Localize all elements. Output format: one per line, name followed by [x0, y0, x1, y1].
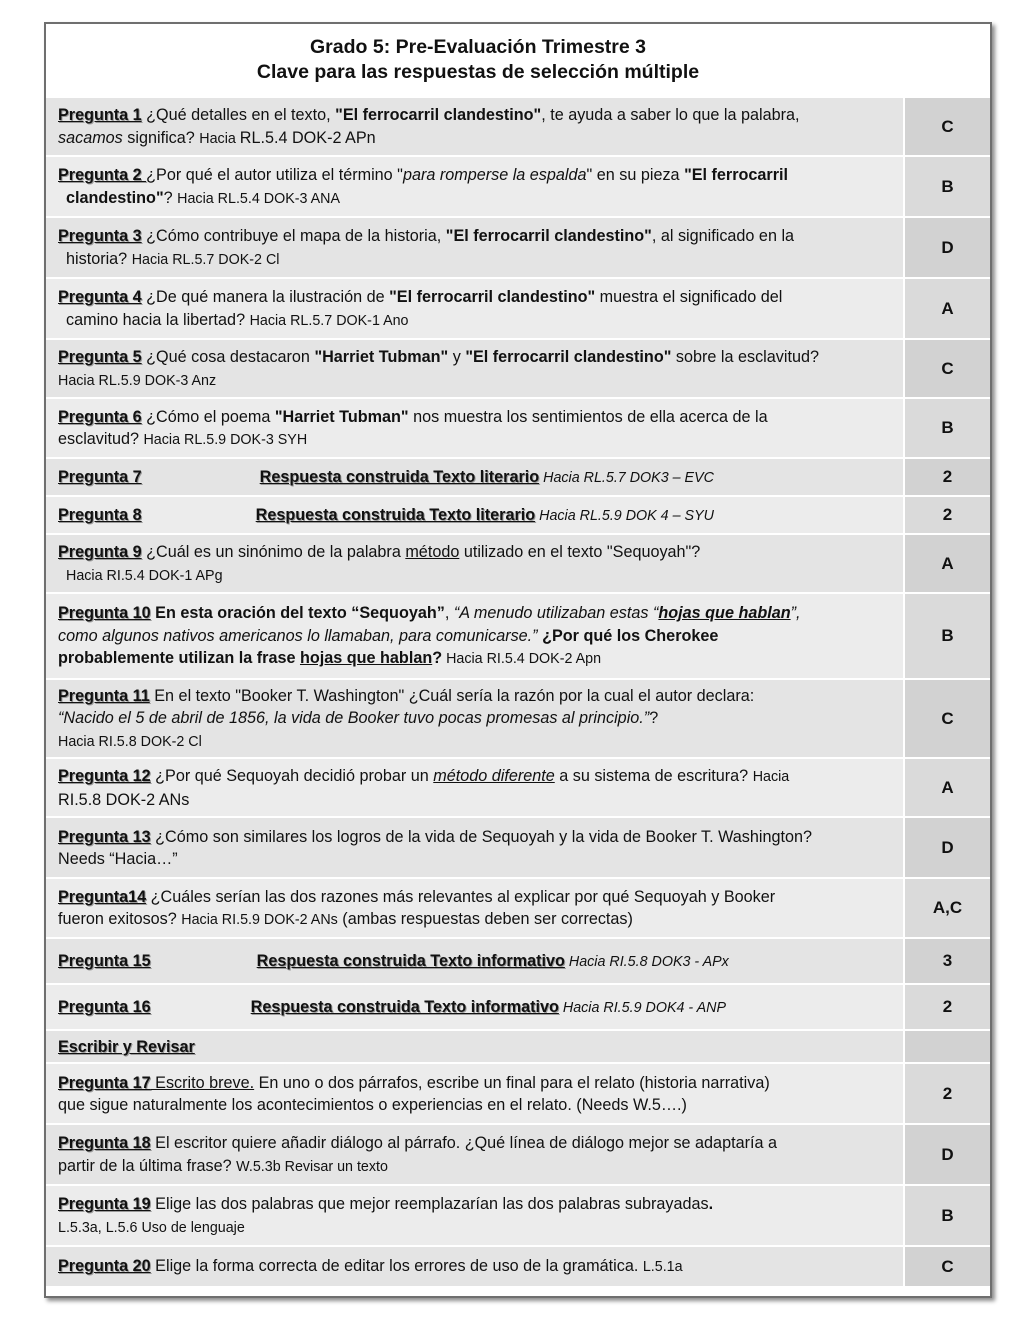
answer-cell: B: [904, 593, 990, 679]
standard-ref: Hacia RL.5.9 DOK 4 – SYU: [535, 507, 714, 524]
constructed-response-label: Respuesta construida Texto literario: [255, 505, 536, 524]
question-text: Needs “Hacia…”: [58, 850, 178, 868]
answer-cell: D: [904, 1124, 990, 1185]
question-text: ¿De qué manera la ilustración de: [141, 288, 390, 306]
question-text: ,: [444, 604, 454, 623]
table-row: [46, 758, 990, 817]
question-text: como algunos nativos americanos lo llamaban, para comunicarse.”: [58, 626, 538, 645]
answer-cell: 2: [904, 496, 990, 534]
answer-cell: [904, 1030, 990, 1063]
question-label: Pregunta 9: [58, 543, 142, 561]
question-label: Pregunta 16: [58, 997, 151, 1016]
section-label: Escribir y Revisar: [58, 1037, 195, 1056]
question-title: "El ferrocarril clandestino": [465, 348, 672, 366]
question-cell: [46, 1185, 904, 1246]
question-text: utilizado en el texto "Sequoyah"?: [459, 543, 701, 561]
standard-ref: Hacia RL.5.9 DOK-3 Anz: [58, 372, 217, 389]
question-cell: [46, 679, 904, 758]
page-title: [46, 24, 990, 96]
answer-cell: 2: [904, 1063, 990, 1124]
question-text: ?: [649, 709, 659, 728]
standard-ref: Hacia RI.5.8 DOK-2 Cl: [58, 733, 202, 750]
question-text: fueron exitosos?: [58, 910, 182, 928]
question-cell: [46, 1124, 904, 1185]
table-row: [46, 156, 990, 217]
answer-cell: A: [904, 278, 990, 339]
standard-ref: Hacia RI.5.9 DOK-2 ANs: [181, 912, 338, 928]
question-text: sobre la esclavitud?: [671, 348, 819, 366]
question-label: Pregunta 6: [58, 407, 142, 426]
answer-key-sheet: [44, 22, 992, 1298]
standard-ref: L.5.3a, L.5.6 Uso de lenguaje: [58, 1219, 245, 1236]
standard-ref: L.5.1a: [642, 1259, 683, 1276]
question-text: método diferente: [433, 767, 555, 785]
question-text: sacamos: [58, 128, 123, 147]
question-text: “A menudo utilizaban estas “: [453, 604, 659, 623]
table-row: [46, 984, 990, 1030]
answer-cell: D: [904, 217, 990, 278]
answer-cell: B: [904, 398, 990, 458]
question-label: Pregunta 15: [58, 951, 151, 970]
title-line-2: Clave para las respuestas de selección múltiple: [256, 61, 700, 83]
standard-ref: Hacia RL.5.7 DOK3 – EVC: [539, 469, 714, 486]
table-row: [46, 97, 990, 156]
answer-table: [46, 96, 990, 1286]
question-cell: [46, 217, 904, 278]
question-label: Pregunta 8: [58, 505, 142, 524]
standard-ref: Hacia RL.5.4 DOK-3 ANA: [177, 190, 341, 207]
question-text: para romperse la espalda: [402, 166, 587, 184]
standard-ref: Hacia: [199, 130, 240, 147]
question-text: ¿Por qué el autor utiliza el término ": [146, 166, 403, 184]
answer-cell: D: [904, 817, 990, 878]
standard-ref: Hacia RI.5.4 DOK-2 Apn: [442, 651, 602, 668]
question-cell: [46, 278, 904, 339]
answer-cell: 3: [904, 938, 990, 984]
question-text: .: [708, 1195, 714, 1213]
standard-ref: Hacia RL.5.9 DOK-3 SYH: [143, 432, 308, 448]
question-cell: [46, 97, 904, 156]
question-text: , al significado en la: [651, 227, 795, 245]
question-label: Pregunta 20: [58, 1257, 151, 1276]
question-text: ¿Cuáles serían las dos razones más relevantes al explicar por qué Sequoyah y Booker: [146, 887, 776, 906]
question-title: "Harriet Tubman": [314, 348, 449, 366]
question-cell: [46, 817, 904, 878]
question-label: Pregunta 19: [58, 1195, 151, 1213]
answer-cell: B: [904, 156, 990, 217]
question-text: y: [448, 348, 466, 366]
question-text: a su sistema de escritura?: [554, 767, 753, 785]
question-text: El escritor quiere añadir diálogo al párrafo. ¿Qué línea de diálogo mejor se adaptaría a: [150, 1134, 777, 1152]
question-cell: [46, 398, 904, 458]
question-label: Pregunta 17: [58, 1073, 151, 1092]
standard-ref: Hacia: [752, 769, 790, 785]
answer-cell: C: [904, 679, 990, 758]
question-label: Pregunta 10: [58, 604, 151, 623]
table-row: [46, 938, 990, 984]
standard-ref: Hacia RI.5.9 DOK4 - ANP: [558, 999, 727, 1016]
question-text: ?: [163, 188, 178, 207]
question-text: que sigue naturalmente los acontecimientos o experiencias en el relato. (Needs W.5….): [58, 1096, 687, 1114]
question-label: Pregunta14: [58, 887, 147, 906]
standard-ref: Hacia RI.5.8 DOK3 - APx: [564, 953, 729, 970]
standard-ref: Hacia RI.5.4 DOK-1 APg: [66, 567, 223, 584]
question-text: Escrito breve.: [150, 1073, 255, 1092]
answer-cell: C: [904, 97, 990, 156]
question-text: , te ayuda a saber lo que la palabra,: [541, 106, 800, 124]
question-cell: [46, 938, 904, 984]
table-row: [46, 217, 990, 278]
question-cell: [46, 156, 904, 217]
question-title: "El ferrocarril clandestino": [389, 288, 596, 306]
question-title: "Harriet Tubman": [274, 407, 409, 426]
table-row: [46, 1124, 990, 1185]
section-row: [46, 1030, 990, 1063]
table-row: [46, 398, 990, 458]
constructed-response-label: Respuesta construida Texto literario: [259, 467, 540, 486]
answer-cell: A,C: [904, 878, 990, 938]
table-row: [46, 878, 990, 938]
table-row: [46, 278, 990, 339]
question-cell: [46, 496, 904, 534]
question-title: "El ferrocarril clandestino": [335, 106, 542, 124]
question-text: ¿Cómo son similares los logros de la vida de Sequoyah y la vida de Booker T. Washington?: [150, 827, 813, 846]
section-cell: [46, 1030, 904, 1063]
answer-cell: C: [904, 1246, 990, 1286]
question-label: Pregunta 5: [58, 348, 142, 366]
table-row: [46, 458, 990, 496]
question-text: nos muestra los sentimientos de ella acerca de la: [408, 407, 768, 426]
question-cell: [46, 458, 904, 496]
question-text: esclavitud?: [58, 430, 144, 448]
table-row: [46, 496, 990, 534]
question-label: Pregunta 18: [58, 1134, 151, 1152]
question-text: ”,: [790, 604, 801, 623]
table-row: [46, 1063, 990, 1124]
question-label: Pregunta 4: [58, 288, 142, 306]
standard-ref: Hacia RL.5.7 DOK-1 Ano: [249, 312, 409, 329]
question-text: “Nacido el 5 de abril de 1856, la vida de Booker tuvo pocas promesas al principio.”: [58, 709, 650, 728]
question-text: " en su pieza: [586, 166, 685, 184]
question-cell: [46, 593, 904, 679]
question-text: hojas que hablan: [658, 604, 791, 623]
question-text: ?: [432, 649, 443, 668]
standard-ref: RL.5.4 DOK-2 APn: [239, 128, 376, 147]
question-text: partir de la última frase?: [58, 1156, 237, 1175]
table-row: [46, 679, 990, 758]
question-text: significa?: [122, 128, 200, 147]
table-row: [46, 817, 990, 878]
table-row: [46, 534, 990, 593]
question-title: "El ferrocarril clandestino": [445, 227, 652, 245]
question-cell: [46, 758, 904, 817]
question-text: historia?: [66, 249, 132, 268]
question-text: Elige las dos palabras que mejor reemplazarían las dos palabras subrayadas: [150, 1195, 709, 1213]
answer-cell: B: [904, 1185, 990, 1246]
question-text: hojas que hablan: [299, 649, 433, 668]
question-text: Elige la forma correcta de editar los errores de uso de la gramática.: [150, 1257, 643, 1276]
question-text: método: [405, 543, 460, 561]
question-text: muestra el significado del: [595, 288, 783, 306]
question-text: ¿Por qué los Cherokee: [537, 626, 719, 645]
question-text: ¿Por qué Sequoyah decidió probar un: [150, 767, 434, 785]
question-text: ¿Cómo el poema: [141, 407, 275, 426]
answer-cell: 2: [904, 984, 990, 1030]
question-title: "El ferrocarril: [684, 166, 789, 184]
table-row: [46, 1185, 990, 1246]
question-text: ¿Qué cosa destacaron: [141, 348, 315, 366]
question-cell: [46, 878, 904, 938]
constructed-response-label: Respuesta construida Texto informativo: [256, 951, 565, 970]
question-label: Pregunta 7: [58, 467, 142, 486]
question-label: Pregunta 1: [58, 106, 142, 124]
question-label: Pregunta 2: [58, 166, 147, 184]
table-row: [46, 339, 990, 398]
answer-cell: C: [904, 339, 990, 398]
table-row: [46, 593, 990, 679]
title-line-1: Grado 5: Pre-Evaluación Trimestre 3: [310, 36, 646, 58]
question-label: Pregunta 13: [58, 827, 151, 846]
question-text: En el texto "Booker T. Washington" ¿Cuál sería la razón por la cual el autor declara:: [149, 686, 755, 705]
question-cell: [46, 984, 904, 1030]
constructed-response-label: Respuesta construida Texto informativo: [250, 997, 559, 1016]
standard-ref: RI.5.8 DOK-2 ANs: [58, 790, 190, 809]
question-label: Pregunta 12: [58, 767, 151, 785]
question-text: En uno o dos párrafos, escribe un final para el relato (historia narrativa): [254, 1073, 770, 1092]
question-cell: [46, 534, 904, 593]
question-text: En esta oración del texto “Sequoyah”: [150, 604, 445, 623]
standard-ref: W.5.3b Revisar un texto: [236, 1158, 388, 1175]
question-text: camino hacia la libertad?: [66, 310, 250, 329]
question-text: ¿Cómo contribuye el mapa de la historia,: [141, 227, 446, 245]
answer-cell: 2: [904, 458, 990, 496]
table-row: [46, 1246, 990, 1286]
question-label: Pregunta 3: [58, 227, 142, 245]
question-cell: [46, 1063, 904, 1124]
standard-ref: Hacia RL.5.7 DOK-2 Cl: [131, 251, 280, 268]
question-label: Pregunta 11: [58, 686, 150, 705]
question-cell: [46, 339, 904, 398]
question-text: ¿Cuál es un sinónimo de la palabra: [141, 543, 406, 561]
question-cell: [46, 1246, 904, 1286]
question-title: clandestino": [66, 188, 164, 207]
answer-cell: A: [904, 534, 990, 593]
question-text: (ambas respuestas deben ser correctas): [337, 910, 633, 928]
answer-cell: A: [904, 758, 990, 817]
question-text: ¿Qué detalles en el texto,: [141, 106, 336, 124]
question-text: probablemente utilizan la frase: [58, 649, 300, 668]
